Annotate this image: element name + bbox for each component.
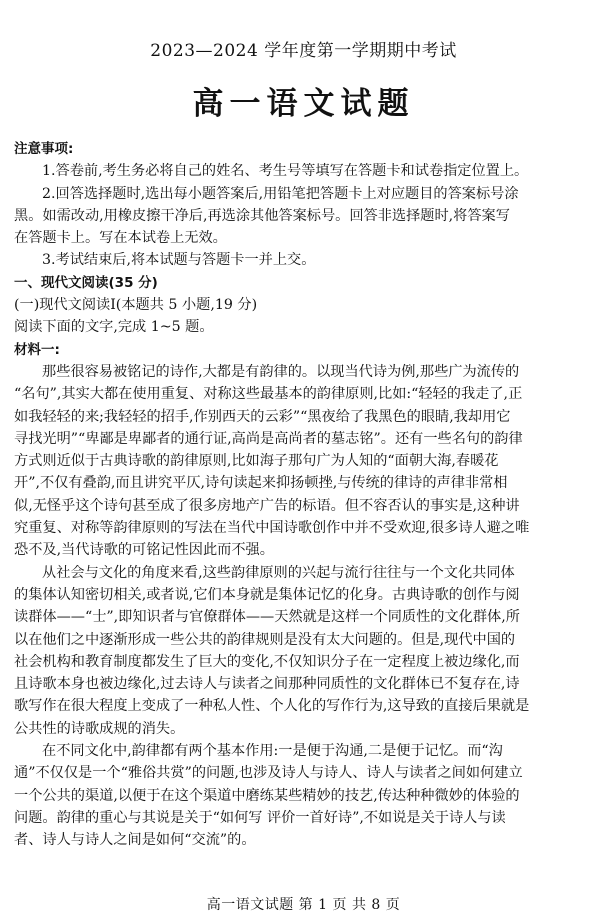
passage-line: 的集体认知密切相关,或者说,它们本身就是集体记忆的化身。古典诗歌的创作与阅 [14,586,520,603]
note-item-2-line-3: 在答题卡上。写在本试卷上无效。 [14,230,227,247]
note-item-1: 1.答卷前,考生务必将自己的姓名、考生号等填写在答题卡和试卷指定位置上。 [42,163,529,180]
passage-line: 且诗歌本身也被边缘化,过去诗人与读者之间那种同质性的文化群体已不复存在,诗 [14,676,520,693]
passage-line: 如我轻轻的来;我轻轻的招手,作别西天的云彩”“黑夜给了我黑色的眼睛,我却用它 [14,408,511,425]
exam-content [14,138,594,852]
passage-line: 通”不仅仅是一个“雅俗共赏”的问题,也涉及诗人与诗人、诗人与读者之间如何建立 [14,765,523,782]
passage-line: 开”,不仅有叠韵,而且讲究平仄,诗句读起来抑扬顿挫,与传统的律诗的声律非常相 [14,475,508,492]
notes-heading: 注意事项: [14,141,74,157]
passage-line: 者、诗人与诗人之间是如何“交流”的。 [14,832,256,849]
passage-line: 从社会与文化的角度来看,这些韵律原则的兴起与流行往往与一个文化共同体 [42,564,515,581]
passage-line: 公共性的诗歌成规的消失。 [14,720,185,737]
passage-line: 究重复、对称等韵律原则的写法在当代中国诗歌创作中并不受欢迎,很多诗人避之唯 [14,520,530,537]
note-item-2-line-1: 2.回答选择题时,选出每小题答案后,用铅笔把答题卡上对应题目的答案标号涂 [42,185,519,202]
passage-line: 方式则近似于古典诗歌的韵律原则,比如海子那句广为人知的“面朝大海,春暖花 [14,453,499,470]
section-heading: 一、现代文阅读(35 分) [14,274,158,291]
passage-line: “名句”,其实大都在使用重复、对称这些最基本的韵律原则,比如:“轻轻的我走了,正 [14,386,523,403]
passage-line: 在不同文化中,韵律都有两个基本作用:一是便于沟通,二是便于记忆。而“沟 [42,743,503,760]
note-item-2-line-2: 黑。如需改动,用橡皮擦干净后,再选涂其他答案标号。回答非选择题时,将答案写 [14,207,510,224]
passage-line: 寻找光明”“卑鄙是卑鄙者的通行证,高尚是高尚者的墓志铭”。还有一些名句的韵律 [14,430,523,447]
passage-line: 那些很容易被铭记的诗作,大都是有韵律的。以现当代诗为例,那些广为流传的 [42,363,520,380]
subject-title: 高一语文试题 [192,86,415,122]
exam-header: 2023—2024 学年度第一学期期中考试 [150,41,457,61]
passage-line: 社会机构和教育制度都发生了巨大的变化,不仅知识分子在一定程度上被边缘化,而 [14,653,520,670]
passage-line: 以在他们之中逐渐形成一些公共的韵律规则是没有太大问题的。但是,现代中国的 [14,631,516,648]
page-footer: 高一语文试题 第 1 页 共 8 页 [206,897,401,913]
passage-line: 一个公共的渠道,以便于在这个渠道中磨练某些精妙的技艺,传达种种微妙的体验的 [14,787,520,804]
passage-line: 歌写作在很大程度上变成了一种私人性、个人化的写作行为,这导致的直接后果就是 [14,698,530,715]
section-sub-heading: (一)现代文阅读Ⅰ(本题共 5 小题,19 分) [14,297,258,314]
section-instruction: 阅读下面的文字,完成 1~5 题。 [14,319,214,336]
passage-line: 读群体——“士”,即知识者与官僚群体——天然就是这样一个同质性的文化群体,所 [14,609,520,626]
passage-line: 似,无怪乎这个诗句甚至成了很多房地产广告的标语。但不容否认的事实是,这种讲 [14,497,520,514]
passage-line: 问题。韵律的重心与其说是关于“如何写 评价一首好诗”,不如说是关于诗人与读 [14,809,506,826]
note-item-3: 3.考试结束后,将本试题与答题卡一并上交。 [42,252,316,269]
material-label: 材料一: [14,341,60,358]
passage-line: 恐不及,当代诗歌的可铭记性因此而不强。 [14,542,274,559]
